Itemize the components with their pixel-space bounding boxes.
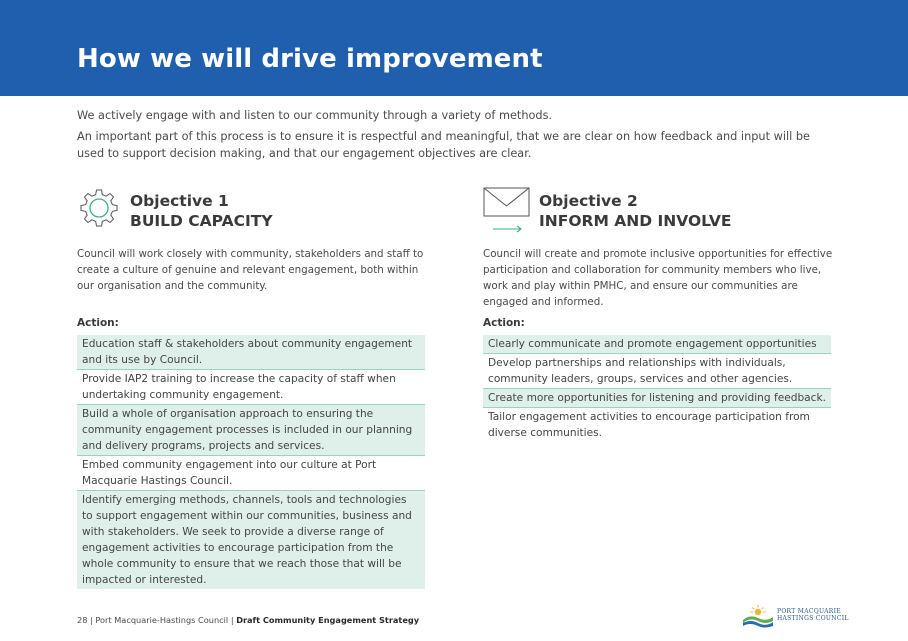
objective-2-number: Objective 2 bbox=[539, 192, 638, 210]
objective-2-action-label: Action: bbox=[483, 317, 525, 329]
action-item: Build a whole of organisation approach to ensuring the community engagement processes is included in our planning and delivery programs, projects and services. bbox=[77, 405, 425, 456]
logo-mark-icon bbox=[741, 604, 775, 628]
objective-1-actions bbox=[77, 335, 425, 589]
page-header bbox=[0, 0, 908, 96]
action-item: Identify emerging methods, channels, tools and technologies to support engagement within our communities, business and with stakeholders. We seek to provide a diverse range of engagement activities to encourage participation from the whole community to ensure that we reach those that will be impacted or interested. bbox=[77, 491, 425, 589]
page-footer bbox=[77, 615, 419, 625]
footer-document-title: Draft Community Engagement Strategy bbox=[236, 615, 420, 625]
objective-2-description: Council will create and promote inclusive opportunities for effective participation and collaboration for community members who live, work and play within PMHC, and ensure our communities are engaged and informed. bbox=[483, 248, 833, 308]
objective-1-name: BUILD CAPACITY bbox=[130, 212, 273, 230]
action-item: Embed community engagement into our culture at Port Macquarie Hastings Council. bbox=[77, 456, 425, 491]
footer-org: Port Macquarie-Hastings Council bbox=[95, 615, 229, 625]
action-item: Education staff & stakeholders about community engagement and its use by Council. bbox=[77, 335, 425, 370]
logo-wordmark bbox=[777, 608, 849, 622]
footer-separator: | bbox=[230, 615, 237, 625]
objective-2-name: INFORM AND INVOLVE bbox=[539, 212, 732, 230]
objective-2-title bbox=[539, 191, 731, 231]
action-item: Develop partnerships and relationships with individuals, community leaders, groups, services and other agencies. bbox=[483, 354, 831, 389]
page-title: How we will drive improvement bbox=[77, 44, 543, 74]
council-logo bbox=[741, 604, 849, 628]
intro-paragraph-2: An important part of this process is to ensure it is respectful and meaningful, that we are clear on how feedback and input will be used to support decision making, and that our engagement objectives are clear. bbox=[77, 130, 810, 160]
intro-paragraph-1: We actively engage with and listen to our community through a variety of methods. bbox=[77, 109, 553, 122]
objective-1-description: Council will work closely with community, stakeholders and staff to create a culture of genuine and relevant engagement, both within our organisation and the community. bbox=[77, 248, 424, 292]
gear-icon bbox=[77, 186, 121, 230]
page-number: 28 bbox=[77, 615, 88, 625]
objective-2-heading bbox=[483, 186, 833, 234]
action-item: Provide IAP2 training to increase the capacity of staff when undertaking community engagement. bbox=[77, 370, 425, 405]
logo-line-1: PORT MACQUARIE bbox=[777, 608, 841, 615]
objective-1-column bbox=[77, 186, 427, 586]
action-item: Tailor engagement activities to encourage participation from diverse communities. bbox=[483, 408, 831, 442]
objective-2-column bbox=[483, 186, 833, 439]
objective-1-heading bbox=[77, 186, 427, 234]
objective-1-action-label: Action: bbox=[77, 317, 119, 329]
logo-line-2: HASTINGS COUNCIL bbox=[777, 615, 849, 622]
footer-separator: | bbox=[90, 615, 96, 625]
objective-1-title bbox=[130, 191, 273, 231]
objective-2-actions bbox=[483, 335, 831, 442]
action-item: Create more opportunities for listening and providing feedback. bbox=[483, 389, 831, 408]
action-item: Clearly communicate and promote engagement opportunities bbox=[483, 335, 831, 354]
objective-1-number: Objective 1 bbox=[130, 192, 229, 210]
envelope-icon bbox=[483, 186, 531, 234]
